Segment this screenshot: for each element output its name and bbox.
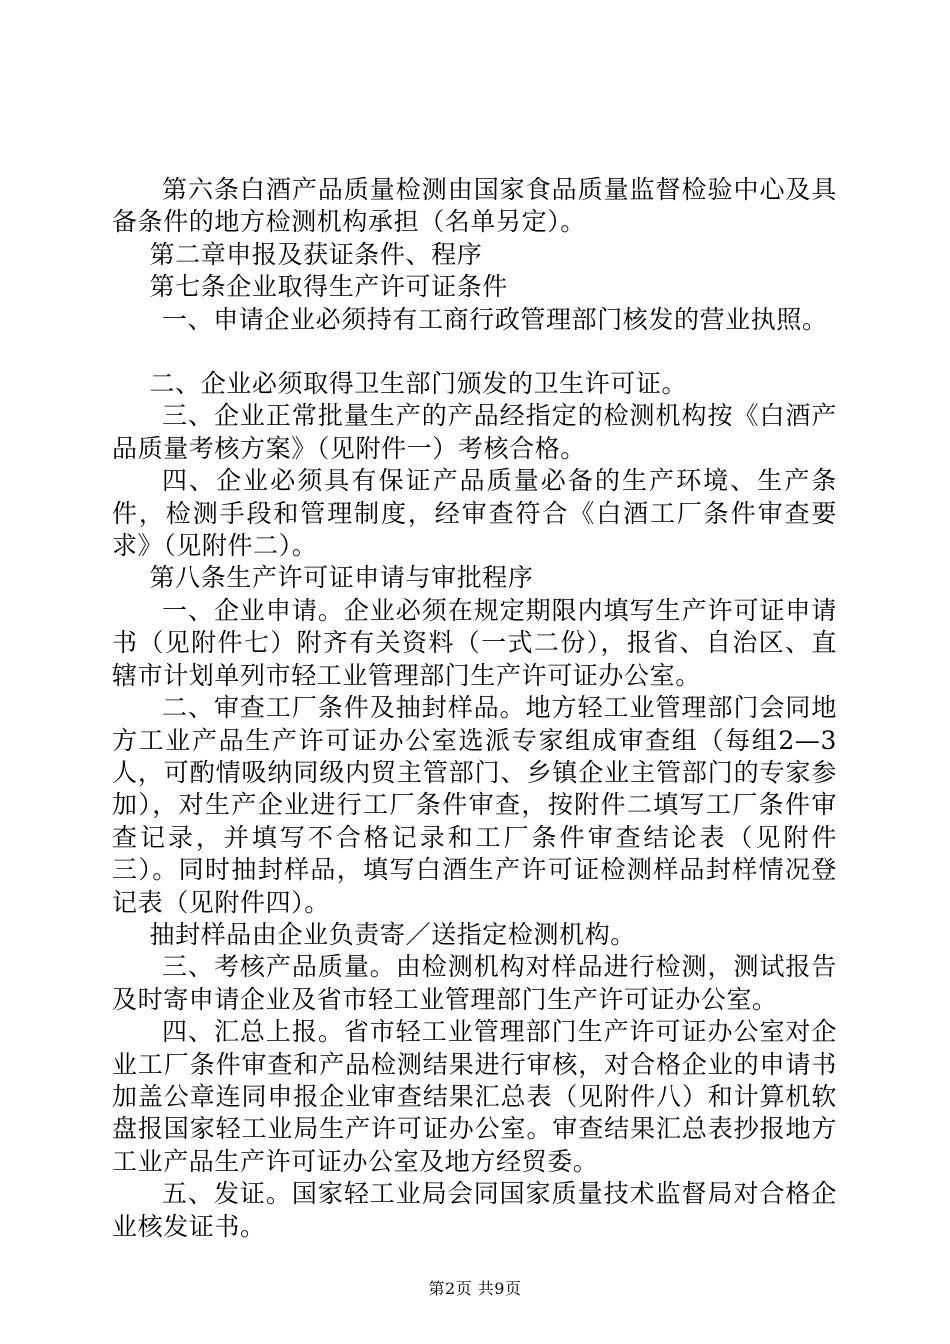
paragraph-sample-note: 抽封样品由企业负责寄／送指定检测机构。 [149, 919, 636, 949]
paragraph-step-1: 一、企业申请。企业必须在规定期限内填写生产许可证申请书（见附件七）附齐有关资料（一式二份），报省、自治区、直辖市计划单列市轻工业管理部门生产许可证办公室。 [112, 595, 837, 690]
article-8-heading: 第八条生产许可证申请与审批程序 [149, 563, 534, 593]
paragraph-step-4: 四、汇总上报。省市轻工业管理部门生产许可证办公室对企业工厂条件审查和产品检测结果进行审核，对合格企业的申请书加盖公章连同申报企业审查结果汇总表（见附件八）和计算机软盘报国家轻工业局生产许可证办公室。审查结果汇总表抄报地方工业产品生产许可证办公室及地方经贸委。 [112, 1017, 837, 1176]
paragraph-step-5: 五、发证。国家轻工业局会同国家质量技术监督局对合格企业核发证书。 [112, 1179, 837, 1241]
paragraph-article-6: 第六条白酒产品质量检测由国家食品质量监督检验中心及具备条件的地方检测机构承担（名单另定）。 [112, 175, 837, 237]
paragraph-condition-2: 二、企业必须取得卫生部门颁发的卫生许可证。 [149, 369, 688, 399]
article-7-heading: 第七条企业取得生产许可证条件 [149, 272, 508, 302]
paragraph-gap [112, 336, 837, 368]
paragraph-condition-1: 一、申请企业必须持有工商行政管理部门核发的营业执照。 [162, 304, 828, 334]
paragraph-condition-3: 三、企业正常批量生产的产品经指定的检测机构按《白酒产品质量考核方案》（见附件一）考核合格。 [112, 401, 837, 463]
document-body [112, 174, 837, 1243]
paragraph-step-3: 三、考核产品质量。由检测机构对样品进行检测，测试报告及时寄申请企业及省市轻工业管理部门生产许可证办公室。 [112, 952, 837, 1014]
chapter-heading: 第二章申报及获证条件、程序 [149, 239, 483, 269]
paragraph-condition-4: 四、企业必须具有保证产品质量必备的生产环境、生产条件，检测手段和管理制度，经审查符合《白酒工厂条件审查要求》（见附件二）。 [112, 466, 837, 561]
page-number: 第2页 共9页 [428, 1279, 522, 1298]
paragraph-step-2: 二、审查工厂条件及抽封样品。地方轻工业管理部门会同地方工业产品生产许可证办公室选派专家组成审查组（每组2—3人，可酌情吸纳同级内贸主管部门、乡镇企业主管部门的专家参加），对生产企业进行工厂条件审查，按附件二填写工厂条件审查记录，并填写不合格记录和工厂条件审查结论表（见附件三）。同时抽封样品，填写白酒生产许可证检测样品封样情况登记表（见附件四）。 [112, 693, 837, 917]
